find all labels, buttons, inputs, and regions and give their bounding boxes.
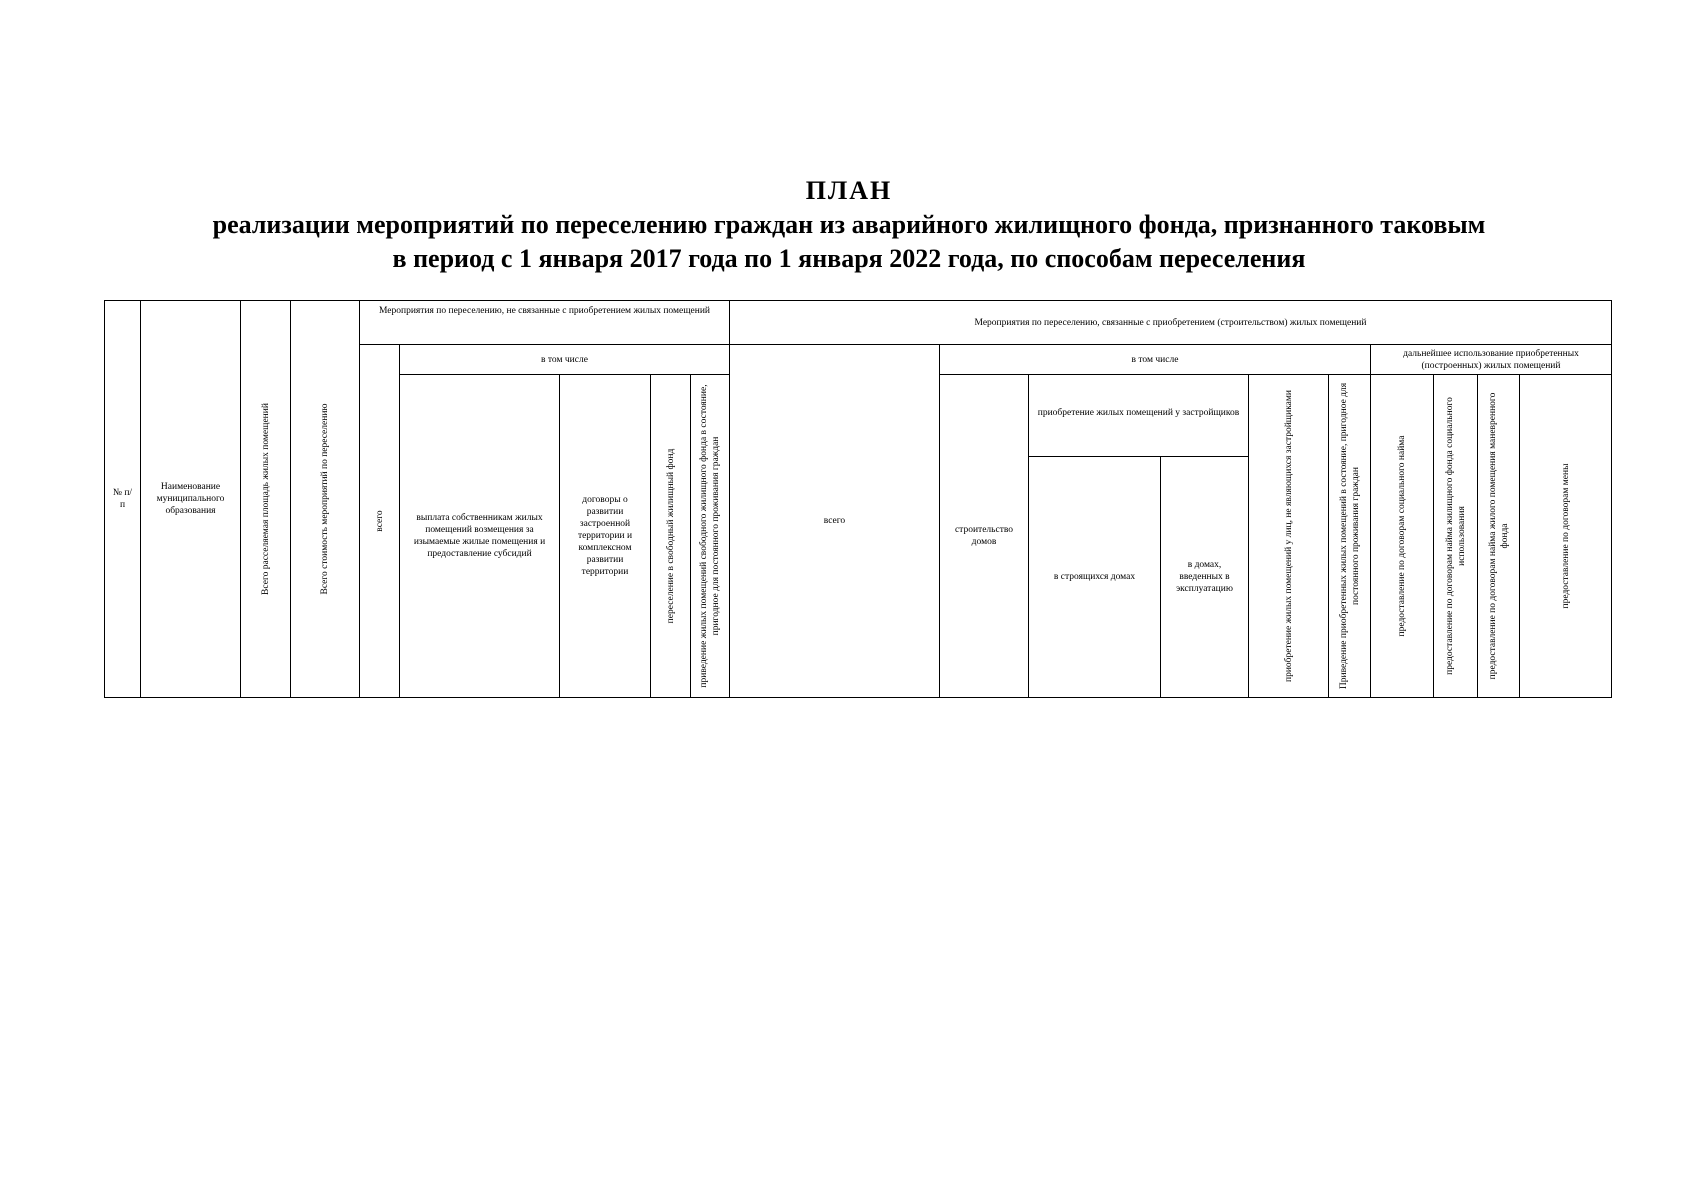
header-group-acquisition xyxy=(729,300,1612,345)
header-not-acquisition-including-text: в том числе xyxy=(541,354,588,365)
header-acquisition-including-text: в том числе xyxy=(1131,354,1179,365)
header-municipality-name-text: Наименование муниципального образования xyxy=(156,482,225,516)
header-acquisition-including xyxy=(939,344,1371,375)
header-not-acquisition-total-text: всего xyxy=(374,510,385,532)
header-in-operation-text: в домах, введенных в эксплуатацию xyxy=(1176,560,1233,594)
header-under-construction xyxy=(1028,456,1161,698)
header-under-construction-text: в строящихся домах xyxy=(1053,572,1136,582)
header-social-rent-text: предоставление по договорам социального найма xyxy=(1397,435,1407,637)
header-free-fund-resettlement xyxy=(650,374,691,698)
header-total-area xyxy=(240,300,291,698)
header-total-cost-text: Всего стоимость мероприятий по переселению xyxy=(320,403,330,595)
document-subtitle-line2: в период с 1 января 2017 года по 1 января 2022 года, по способам переселения xyxy=(392,244,1306,273)
header-acquisition-from-developers xyxy=(1028,374,1249,457)
header-acquisition-bringing xyxy=(1328,374,1371,698)
header-payment-compensation xyxy=(399,374,560,698)
header-social-use-rent-text: предоставление по договорам найма жилищного фонда социального использования xyxy=(1444,397,1467,675)
header-acquisition-total-text: всего xyxy=(823,516,846,526)
header-acquisition-from-others-text: приобретение жилых помещений у лиц, не являющихся застройщиками xyxy=(1283,390,1294,682)
header-row-number xyxy=(104,300,141,698)
header-acquisition-from-others xyxy=(1248,374,1329,698)
header-maneuver-fund-rent xyxy=(1477,374,1520,698)
header-house-construction xyxy=(939,374,1029,698)
document-title: ПЛАН xyxy=(805,176,893,205)
header-further-use-text: дальнейшее использование приобретенных (построенных) жилых помещений xyxy=(1403,348,1579,371)
header-not-acquisition-including xyxy=(399,344,730,375)
header-free-fund-bringing xyxy=(690,374,730,698)
header-in-operation xyxy=(1160,456,1249,698)
header-acquisition-bringing-text: Приведение приобретенных жилых помещений в состояние, пригодное для постоянного проживания граждан xyxy=(1338,382,1361,690)
header-free-fund-resettlement-text: переселение в свободный жилищный фонд xyxy=(665,448,676,624)
header-row-number-text: № п/п xyxy=(112,488,133,510)
header-social-use-rent xyxy=(1433,374,1478,698)
header-total-area-text: Всего расселяемая площадь жилых помещений xyxy=(260,403,271,595)
header-exchange-contracts-text: предоставление по договорам мены xyxy=(1560,463,1571,609)
header-municipality-name xyxy=(140,300,241,698)
header-exchange-contracts xyxy=(1519,374,1612,698)
header-social-rent xyxy=(1370,374,1434,698)
header-territory-contracts xyxy=(559,374,651,698)
header-maneuver-fund-rent-text: предоставление по договорам найма жилого помещения маневренного фонда xyxy=(1487,392,1510,680)
header-free-fund-bringing-text: приведение жилых помещений свободного жилищного фонда в состояние, пригодное для постоянного проживания граждан xyxy=(699,384,721,688)
header-acquisition-from-developers-text: приобретение жилых помещений у застройщиков xyxy=(1037,408,1240,418)
header-total-cost xyxy=(290,300,360,698)
header-territory-contracts-text: договоры о развитии застроенной территории и комплексном развитии территории xyxy=(577,495,633,577)
header-payment-compensation-text: выплата собственникам жилых помещений возмещения за изымаемые жилые помещения и предоставление субсидий xyxy=(413,513,546,559)
header-group-acquisition-text: Мероприятия по переселению, связанные с приобретением (строительством) жилых помещений xyxy=(974,317,1367,328)
header-further-use xyxy=(1370,344,1612,375)
header-not-acquisition-total xyxy=(359,344,400,698)
header-group-not-acquisition-text: Мероприятия по переселению, не связанные с приобретением жилых помещений xyxy=(378,306,711,316)
document-subtitle-line1: реализации мероприятий по переселению граждан из аварийного жилищного фонда, признанного таковым xyxy=(212,210,1486,239)
header-house-construction-text: строительство домов xyxy=(954,525,1014,547)
header-group-not-acquisition xyxy=(359,300,730,345)
header-acquisition-total xyxy=(729,344,940,698)
